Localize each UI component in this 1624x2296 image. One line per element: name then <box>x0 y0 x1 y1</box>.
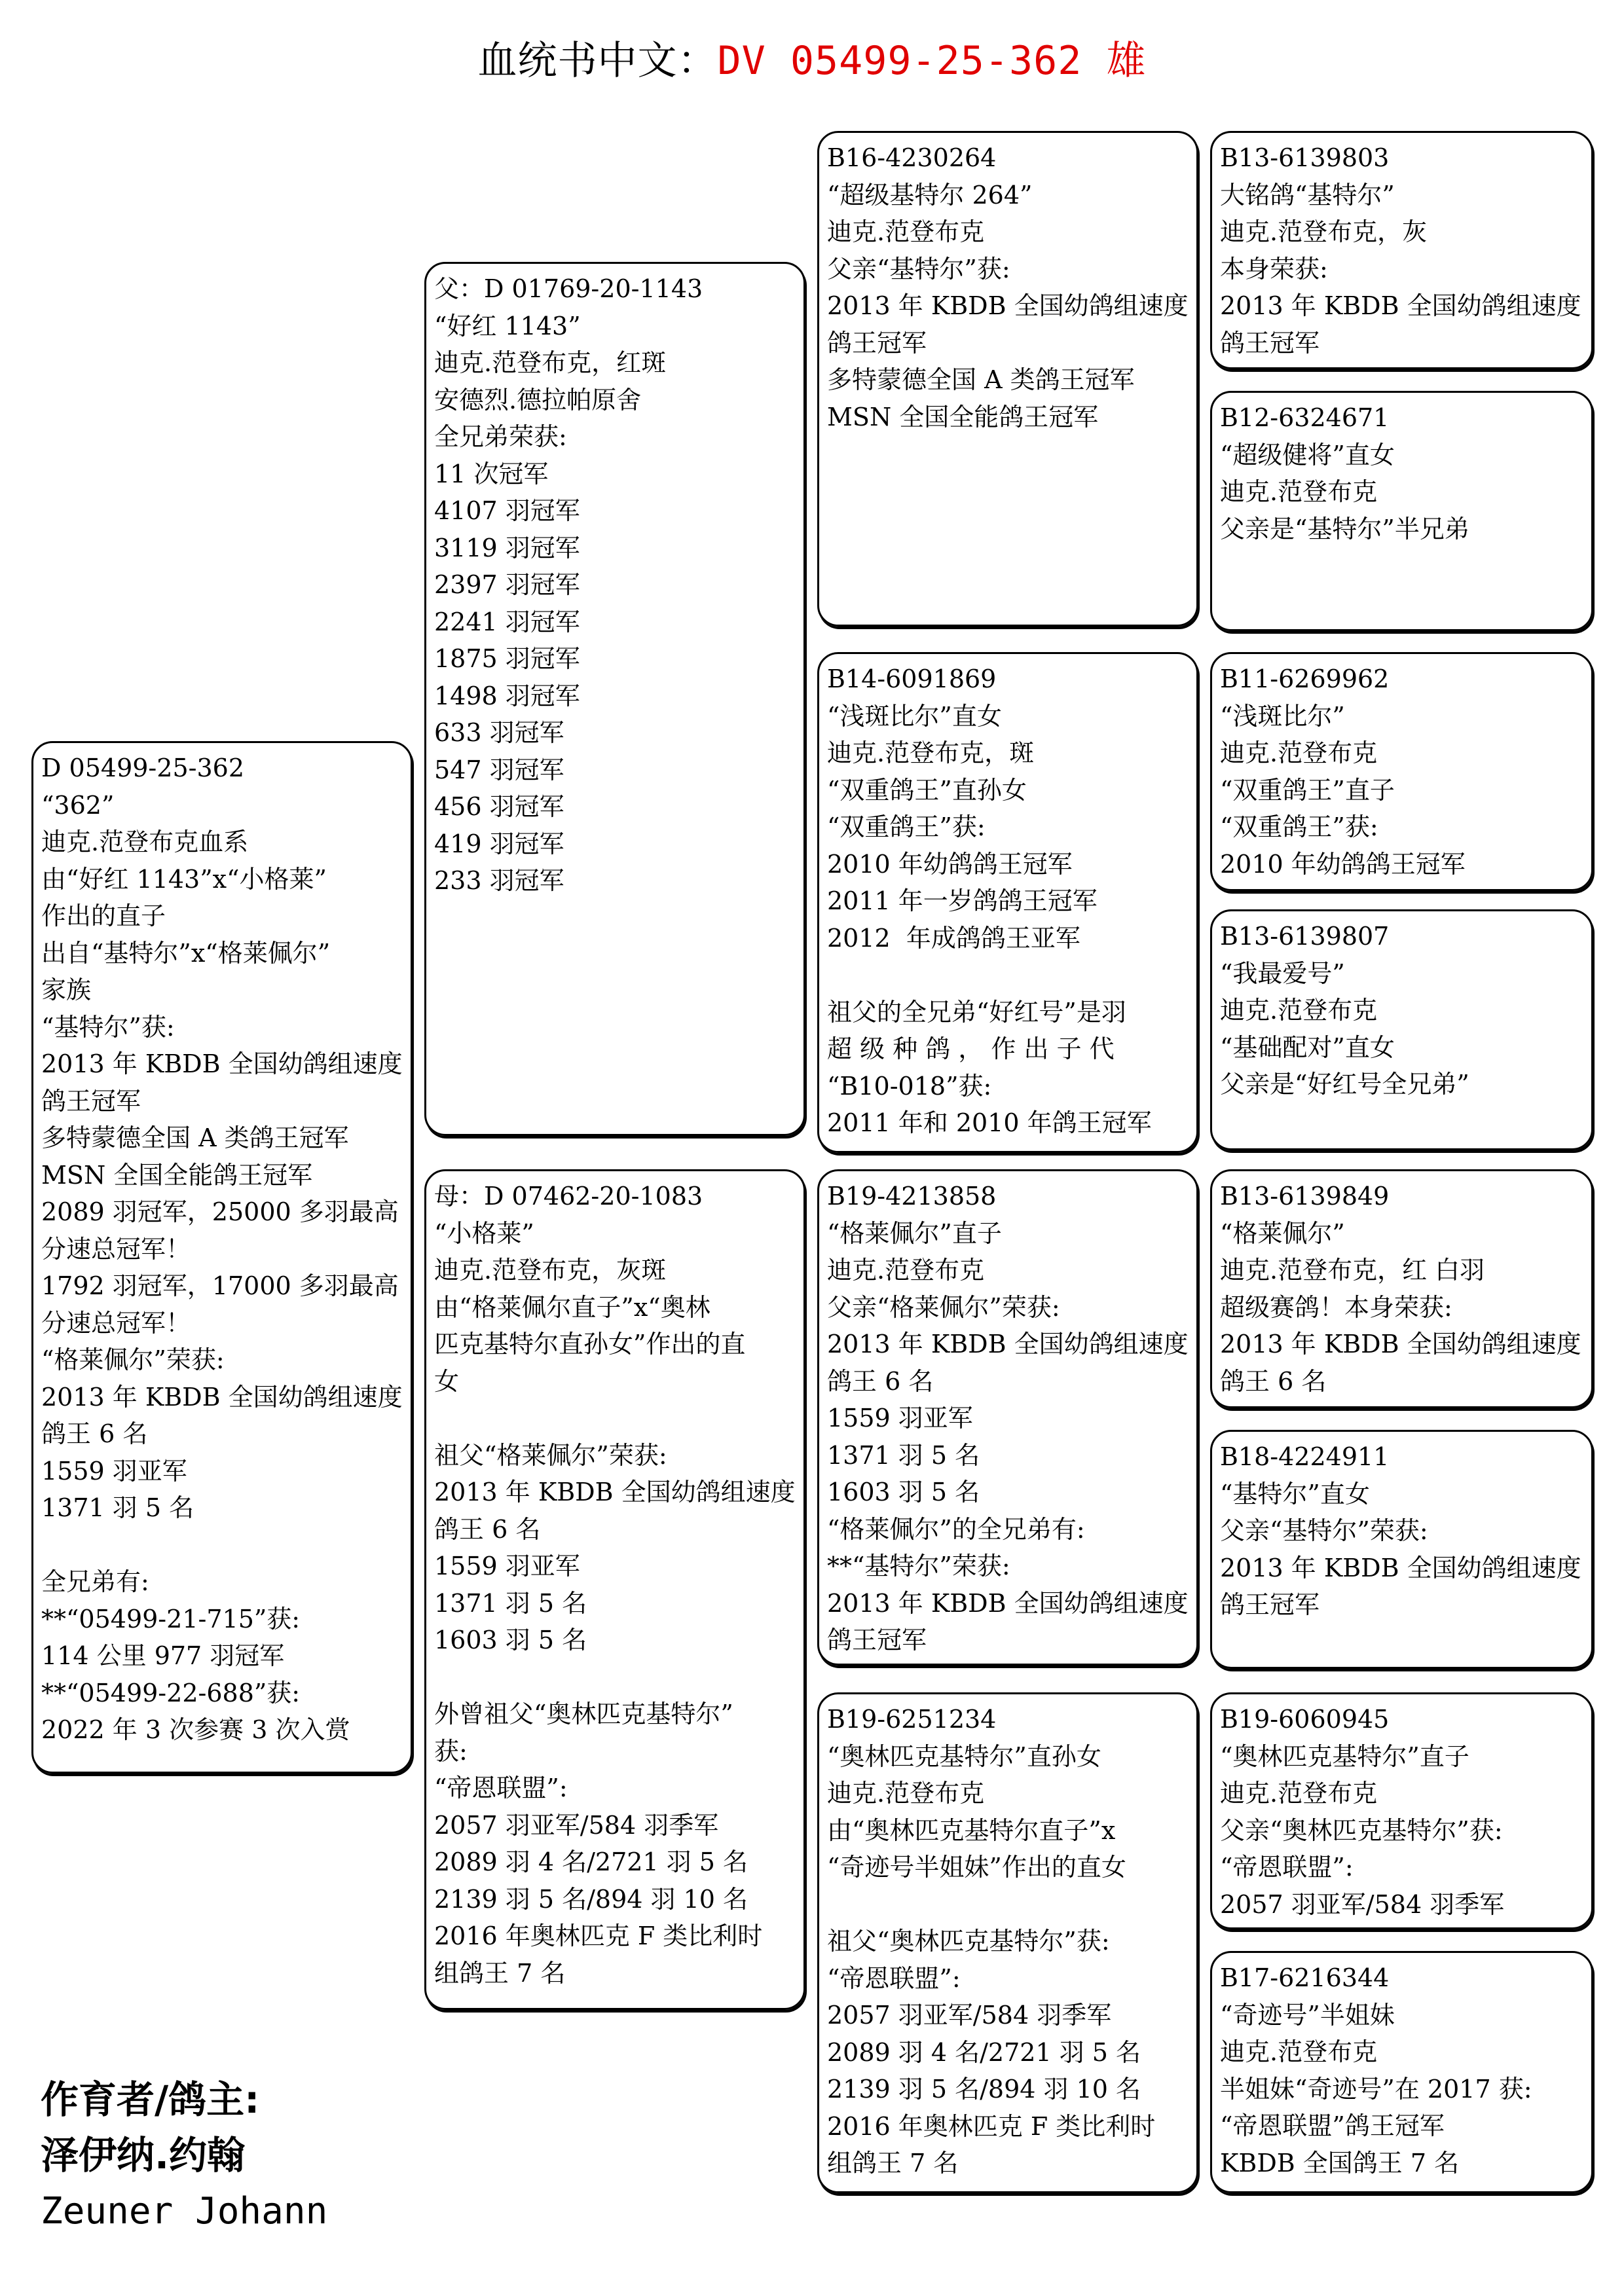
card-line: 由“奥林匹克基特尔直子”x <box>827 1815 1116 1845</box>
card-line: 2013 年 KBDB 全国幼鸽组速度 <box>827 291 1189 320</box>
card-line: “基特尔”直女 <box>1220 1479 1370 1508</box>
card-line: 全兄弟荣获: <box>434 422 567 451</box>
great-grandparent-card-6 <box>1210 1430 1593 1669</box>
card-line: “格莱佩尔”荣获: <box>41 1345 225 1374</box>
ring-number: B16-4230264 <box>827 143 997 172</box>
card-line: 1371 羽 5 名 <box>434 1588 587 1618</box>
ring-number: B14-6091869 <box>827 665 997 693</box>
card-line: 鸽王 6 名 <box>827 1366 934 1396</box>
title-ring-number: DV 05499-25-362 雄 <box>717 38 1147 84</box>
card-line: 多特蒙德全国 A 类鸽王冠军 <box>827 365 1135 394</box>
great-grandparent-card-2 <box>1210 391 1593 631</box>
card-line: MSN 全国全能鸽王冠军 <box>827 402 1099 431</box>
card-line: 2016 年奥林匹克 F 类比利时 <box>827 2111 1156 2141</box>
card-line: 1603 羽 5 名 <box>434 1626 587 1654</box>
card-line: 2013 年 KBDB 全国幼鸽组速度 <box>827 1588 1189 1618</box>
card-line: 2013 年 KBDB 全国幼鸽组速度 <box>1220 1553 1581 1582</box>
card-line: “超级基特尔 264” <box>827 180 1033 210</box>
card-line: 2022 年 3 次参赛 3 次入赏 <box>41 1715 350 1744</box>
card-line: 女 <box>434 1366 460 1396</box>
sire-card <box>424 262 805 1136</box>
card-line: “B10-018”获: <box>827 1071 992 1101</box>
card-line: 2397 羽冠军 <box>434 570 580 599</box>
card-line: 1559 羽亚军 <box>827 1404 973 1432</box>
card-line: “小格莱” <box>434 1218 534 1248</box>
card-line: 迪克.范登布克 <box>1220 2037 1378 2066</box>
card-line: 由“好红 1143”x“小格莱” <box>41 864 327 894</box>
card-line: 1371 羽 5 名 <box>827 1440 980 1470</box>
title-label: 血统书中文： <box>477 38 718 84</box>
ring-number: 母：D 07462-20-1083 <box>434 1182 703 1211</box>
card-line: 出自“基特尔”x“格莱佩尔” <box>41 938 331 968</box>
card-line <box>827 1886 1189 1923</box>
ring-number: B19-4213858 <box>827 1182 997 1211</box>
ring-number: B19-6060945 <box>1220 1705 1390 1734</box>
card-line: 迪克.范登布克血系 <box>41 828 249 856</box>
card-line: 大铭鸽“基特尔” <box>1220 180 1395 210</box>
card-line: 2013 年 KBDB 全国幼鸽组速度 <box>1220 291 1581 320</box>
card-line: 分速总冠军！ <box>41 1308 191 1338</box>
card-line: 2057 羽亚军/584 羽季军 <box>827 2001 1112 2030</box>
card-line: 1559 羽亚军 <box>41 1456 187 1485</box>
card-line: 1875 羽冠军 <box>434 644 580 673</box>
card-line: 迪克.范登布克，斑 <box>827 738 1035 767</box>
ring-number: B17-6216344 <box>1220 1963 1390 1992</box>
card-line <box>434 1400 796 1437</box>
ring-number: B12-6324671 <box>1220 403 1390 432</box>
card-line: “基特尔”获: <box>41 1012 175 1042</box>
card-line: 安德烈.德拉帕原舍 <box>434 385 642 414</box>
card-line: 迪克.范登布克，灰斑 <box>434 1256 667 1285</box>
card-line: “浅斑比尔”直女 <box>827 701 1002 731</box>
card-line: 547 羽冠军 <box>434 755 564 784</box>
card-line: **“05499-21-715”获: <box>41 1604 301 1633</box>
ring-number: B13-6139807 <box>1220 922 1390 951</box>
card-line: **“05499-22-688”获: <box>41 1678 301 1707</box>
card-line: “奇迹号半姐妹”作出的直女 <box>827 1853 1126 1882</box>
breeder-label: 作育者/鸽主: <box>41 2077 260 2122</box>
card-line: 迪克.范登布克 <box>1220 477 1378 506</box>
card-line: 2013 年 KBDB 全国幼鸽组速度 <box>1220 1330 1581 1358</box>
card-line: “格莱佩尔”直子 <box>827 1218 1002 1248</box>
card-line: 多特蒙德全国 A 类鸽王冠军 <box>41 1123 349 1152</box>
card-line: 2013 年 KBDB 全国幼鸽组速度 <box>434 1478 796 1506</box>
card-line: 419 羽冠军 <box>434 829 564 858</box>
card-line: 祖父“格莱佩尔”荣获: <box>434 1440 667 1470</box>
card-line: “362” <box>41 790 115 820</box>
card-line: 1603 羽 5 名 <box>827 1478 980 1506</box>
ring-number: 父：D 01769-20-1143 <box>434 274 703 303</box>
card-line: 超 级 种 鸽 ， 作 出 子 代 <box>827 1034 1115 1063</box>
card-line: 11 次冠军 <box>434 459 549 488</box>
card-line: 鸽王冠军 <box>41 1086 141 1116</box>
card-line: 2139 羽 5 名/894 羽 10 名 <box>434 1884 748 1914</box>
card-line: 1498 羽冠军 <box>434 681 580 710</box>
card-line: “双重鸽王”获: <box>1220 812 1378 841</box>
great-grandparent-card-3 <box>1210 652 1593 891</box>
card-line: “超级健将”直女 <box>1220 440 1395 469</box>
card-line: 鸽王冠军 <box>1220 1590 1320 1619</box>
card-line: 233 羽冠军 <box>434 866 564 895</box>
card-line: “奥林匹克基特尔”直子 <box>1220 1741 1469 1771</box>
card-line: “奇迹号”半姐妹 <box>1220 2000 1395 2030</box>
card-line: 父亲是“好红号全兄弟” <box>1220 1070 1469 1099</box>
card-line: 3119 羽冠军 <box>434 533 580 562</box>
ring-number: B18-4224911 <box>1220 1442 1390 1471</box>
card-line: 父亲“基特尔”荣获: <box>1220 1516 1428 1545</box>
card-line: 本身荣获: <box>1220 254 1328 283</box>
card-line: “格莱佩尔” <box>1220 1218 1345 1248</box>
breeder-block <box>41 2072 327 2239</box>
subject-card <box>31 741 413 1774</box>
card-line: 父亲是“基特尔”半兄弟 <box>1220 514 1469 543</box>
card-line: 迪克.范登布克 <box>827 1256 985 1285</box>
card-line: 迪克.范登布克 <box>1220 1779 1378 1808</box>
card-line: 迪克.范登布克，红斑 <box>434 348 667 377</box>
card-line: 2011 年一岁鸽鸽王冠军 <box>827 886 1098 915</box>
card-line: 2089 羽 4 名/2721 羽 5 名 <box>434 1848 748 1876</box>
great-grandparent-card-1 <box>1210 131 1593 369</box>
card-line: “双重鸽王”直孙女 <box>827 775 1027 805</box>
card-line: 超级赛鸽！本身荣获: <box>1220 1292 1452 1322</box>
ring-number: D 05499-25-362 <box>41 754 244 782</box>
ring-number: B13-6139803 <box>1220 143 1390 172</box>
card-line: 2057 羽亚军/584 羽季军 <box>434 1810 719 1840</box>
card-line: “我最爱号” <box>1220 958 1345 988</box>
grandparent-card-4 <box>817 1692 1198 2193</box>
card-line: 1792 羽冠军，17000 多羽最高 <box>41 1271 399 1300</box>
great-grandparent-card-5 <box>1210 1169 1593 1408</box>
grandparent-card-3 <box>817 1169 1198 1666</box>
dam-card <box>424 1169 805 2010</box>
card-line: 组鸽王 7 名 <box>434 1958 566 1988</box>
card-line: 组鸽王 7 名 <box>827 2149 959 2178</box>
card-line: 2089 羽冠军，25000 多羽最高 <box>41 1197 399 1226</box>
card-line: 2089 羽 4 名/2721 羽 5 名 <box>827 2037 1141 2067</box>
card-line: 获: <box>434 1736 468 1766</box>
ring-number: B19-6251234 <box>827 1705 997 1734</box>
pedigree-title <box>0 31 1624 90</box>
card-line: 鸽王冠军 <box>827 328 927 357</box>
card-line: 迪克.范登布克，灰 <box>1220 217 1428 246</box>
great-grandparent-card-8 <box>1210 1951 1593 2193</box>
card-line: 1371 羽 5 名 <box>41 1493 194 1522</box>
card-line: 迪克.范登布克 <box>1220 738 1378 767</box>
card-line: “基础配对”直女 <box>1220 1032 1395 1062</box>
card-line: 2012 年成鸽鸽王亚军 <box>827 923 1080 953</box>
ring-number: B11-6269962 <box>1220 665 1390 693</box>
card-line: 父亲“奥林匹克基特尔”获: <box>1220 1815 1503 1845</box>
card-line: 2139 羽 5 名/894 羽 10 名 <box>827 2075 1141 2104</box>
card-line: “浅斑比尔” <box>1220 701 1345 731</box>
card-line: 2241 羽冠军 <box>434 607 580 636</box>
card-line: 鸽王冠军 <box>827 1626 927 1654</box>
card-line: “双重鸽王”直子 <box>1220 775 1395 805</box>
card-line: 祖父“奥林匹克基特尔”获: <box>827 1927 1110 1956</box>
great-grandparent-card-7 <box>1210 1692 1593 1929</box>
card-line: “帝恩联盟”: <box>1220 1853 1354 1882</box>
card-line: 2010 年幼鸽鸽王冠军 <box>827 849 1073 879</box>
card-line: 迪克.范登布克 <box>1220 996 1378 1025</box>
card-line: 2013 年 KBDB 全国幼鸽组速度 <box>41 1382 403 1412</box>
card-line: 633 羽冠军 <box>434 718 564 747</box>
card-line: 迪克.范登布克 <box>827 1779 985 1808</box>
card-line: 鸽王 6 名 <box>41 1419 148 1448</box>
card-line: 父亲“格莱佩尔”荣获: <box>827 1292 1060 1322</box>
card-line: “帝恩联盟”: <box>434 1774 568 1802</box>
breeder-name-latin: Zeuner Johann <box>41 2190 328 2232</box>
card-line: KBDB 全国鸽王 7 名 <box>1220 2148 1460 2178</box>
card-line: MSN 全国全能鸽王冠军 <box>41 1160 313 1190</box>
card-line: 4107 羽冠军 <box>434 496 580 525</box>
grandparent-card-2 <box>817 652 1198 1153</box>
card-line: 迪克.范登布克，红 白羽 <box>1220 1256 1485 1285</box>
card-line: 2057 羽亚军/584 羽季军 <box>1220 1889 1505 1919</box>
card-line: “格莱佩尔”的全兄弟有: <box>827 1514 1085 1544</box>
card-line: 父亲“基特尔”获: <box>827 254 1010 283</box>
card-line: 2011 年和 2010 年鸽王冠军 <box>827 1108 1152 1137</box>
breeder-name-chinese: 泽伊纳.约翰 <box>41 2133 246 2178</box>
card-line: 全兄弟有: <box>41 1567 149 1596</box>
card-line: 分速总冠军！ <box>41 1234 191 1264</box>
card-line: 作出的直子 <box>41 902 166 930</box>
card-line: 鸽王 6 名 <box>434 1514 541 1544</box>
card-line: 114 公里 977 羽冠军 <box>41 1641 285 1670</box>
card-line <box>827 957 1189 994</box>
card-line: 外曾祖父“奥林匹克基特尔” <box>434 1700 733 1728</box>
card-line: 鸽王 6 名 <box>1220 1366 1327 1396</box>
card-line: 456 羽冠军 <box>434 792 564 821</box>
card-line <box>41 1527 403 1564</box>
card-line: 2013 年 KBDB 全国幼鸽组速度 <box>827 1330 1189 1358</box>
card-line: 迪克.范登布克 <box>827 217 985 246</box>
card-line: 2013 年 KBDB 全国幼鸽组速度 <box>41 1049 403 1078</box>
card-line: 家族 <box>41 975 92 1004</box>
card-line: 由“格莱佩尔直子”x“奥林 <box>434 1292 710 1322</box>
card-line: “双重鸽王”获: <box>827 812 986 841</box>
card-line: “奥林匹克基特尔”直孙女 <box>827 1741 1101 1771</box>
card-line: 鸽王冠军 <box>1220 328 1320 357</box>
card-line: “帝恩联盟”鸽王冠军 <box>1220 2111 1445 2140</box>
card-line: 匹克基特尔直孙女”作出的直 <box>434 1330 746 1358</box>
card-line: 祖父的全兄弟“好红号”是羽 <box>827 997 1126 1027</box>
card-line: “好红 1143” <box>434 311 581 340</box>
ring-number: B13-6139849 <box>1220 1182 1390 1211</box>
card-line: 1559 羽亚军 <box>434 1552 580 1580</box>
card-line: 半姐妹“奇迹号”在 2017 获: <box>1220 2074 1532 2104</box>
card-line <box>434 1659 796 1696</box>
card-line: 2016 年奥林匹克 F 类比利时 <box>434 1922 763 1950</box>
card-line: **“基特尔”荣获: <box>827 1552 1010 1580</box>
card-line: “帝恩联盟”: <box>827 1963 961 1993</box>
card-line: 2010 年幼鸽鸽王冠军 <box>1220 849 1466 879</box>
grandparent-card-1 <box>817 131 1198 627</box>
great-grandparent-card-4 <box>1210 909 1593 1150</box>
